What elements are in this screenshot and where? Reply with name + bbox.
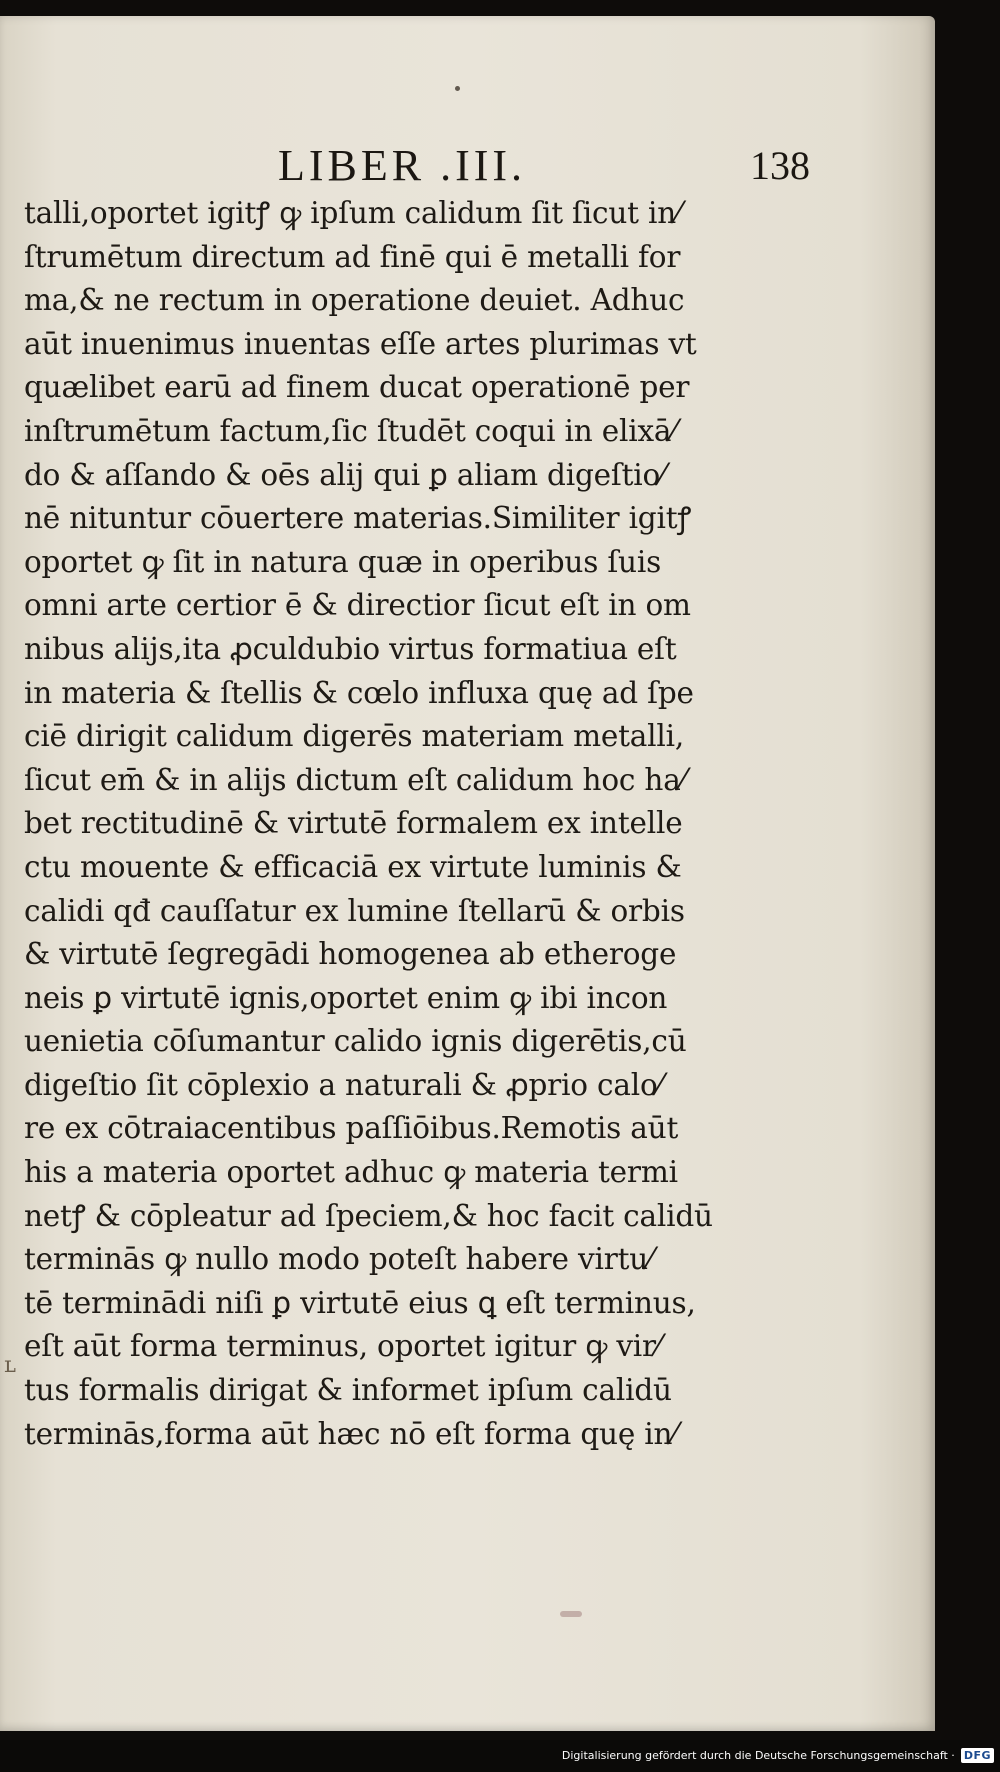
red-stain xyxy=(560,1611,582,1617)
text-line: inſtrumētum factum,ſic ſtudēt coqui in elixā⁄ xyxy=(24,413,677,448)
digitization-credit xyxy=(562,1744,994,1766)
text-line: terminās ꝙ nullo modo poteſt habere virtu⁄ xyxy=(24,1242,653,1277)
text-line: ſtrumētum directum ad finē qui ē metalli for xyxy=(24,239,681,274)
text-line: oportet ꝙ ſit in natura quæ in operibus ſuis xyxy=(24,544,662,579)
text-line: ctu mouente & efficaciā ex virtute luminis & xyxy=(24,849,682,884)
text-line: & virtutē ſegregādi homogenea ab etheroge xyxy=(24,937,677,972)
text-line: nē nituntur cōuertere materias.Similiter igitꝭ xyxy=(24,501,692,536)
text-line: aūt inuenimus inuentas eſſe artes plurimas vt xyxy=(24,326,697,361)
credit-text: Digitalisierung gefördert durch die Deutsche Forschungsgemeinschaft · xyxy=(561,1748,955,1762)
text-line: omni arte certior ē & directior ſicut eſt in om xyxy=(24,588,691,623)
text-line: tē terminādi niſi ꝑ virtutē eius ꝗ eſt terminus, xyxy=(24,1285,696,1320)
margin-mark: ʟ xyxy=(4,1353,16,1378)
text-line: digeſtio ſit cōplexio a naturali & ꝓprio calo⁄ xyxy=(24,1067,663,1102)
text-line: terminās,forma aūt hæc nō eſt forma quę in⁄ xyxy=(24,1416,678,1451)
text-line: his a materia oportet adhuc ꝙ materia termi xyxy=(24,1155,678,1190)
text-line: do & aſſando & oēs alij qui ꝑ aliam digeſtio⁄ xyxy=(24,457,665,492)
text-line: re ex cōtraiacentibus paſſiōibus.Remotis aūt xyxy=(24,1111,679,1146)
dfg-logo: DFG xyxy=(961,1748,994,1763)
text-line: netꝭ & cōpleatur ad ſpeciem,& hoc facit calidū xyxy=(24,1198,713,1233)
text-line: ciē dirigit calidum digerēs materiam metalli, xyxy=(24,719,685,754)
text-line: ma,& ne rectum in operatione deuiet. Adhuc xyxy=(24,283,685,318)
text-line: bet rectitudinē & virtutē formalem ex intelle xyxy=(24,806,683,841)
text-line: tus formalis dirigat & informet ipſum calidū xyxy=(24,1373,672,1408)
text-line: in materia & ſtellis & cœlo influxa quę ad ſpe xyxy=(24,675,694,710)
running-head xyxy=(0,136,935,196)
text-line: nibus alijs,ita ꝓculdubio virtus formatiua eſt xyxy=(24,631,677,666)
text-line: calidi qđ cauſſatur ex lumine ſtellarū & orbis xyxy=(24,893,685,928)
text-line: eſt aūt forma terminus, oportet igitur ꝙ vir⁄ xyxy=(24,1329,661,1364)
text-line: talli,oportet igitꝭ ꝙ ipſum calidum ſit ſicut in⁄ xyxy=(24,196,681,230)
running-title: LIBER .III. xyxy=(278,141,527,190)
text-line: neis ꝑ virtutē ignis,oportet enim ꝙ ibi incon xyxy=(24,980,668,1015)
text-line: ſicut em̄ & in alijs dictum eſt calidum hoc ha⁄ xyxy=(24,762,686,797)
book-page xyxy=(0,16,935,1731)
ink-speck xyxy=(455,86,460,91)
folio-number: 138 xyxy=(750,143,810,188)
text-line: uenietia cōſumantur calido ignis digerētis,cū xyxy=(24,1024,687,1059)
text-block xyxy=(24,192,804,1456)
text-line: quælibet earū ad finem ducat operationē per xyxy=(24,370,690,405)
